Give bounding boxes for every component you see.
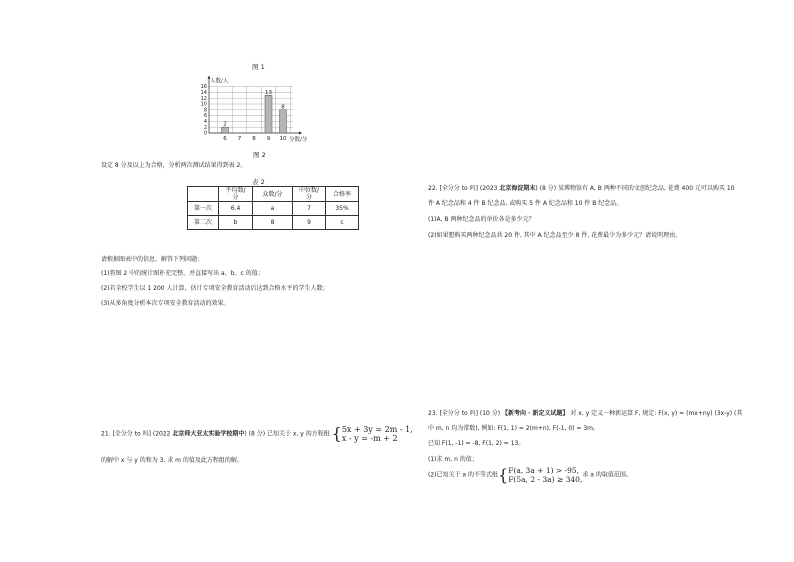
- problem-22-line1: [428, 185, 734, 193]
- y-axis-label: 人数/人: [210, 78, 229, 85]
- problem-22-prefix: 22. [全分分 to 吗] (2023: [428, 185, 500, 192]
- problem-23-line2: 中 m, n 均为常数), 例如: F(1, 1) = 2(m+n), F(-1, 0) = 3m。: [428, 425, 600, 432]
- table-header-cell: [293, 187, 326, 202]
- table2-caption: 表 2: [252, 178, 265, 186]
- bar-chart: [195, 72, 315, 152]
- table-row: [188, 216, 359, 230]
- inequality-1: F(a, 3a + 1) > -95,: [508, 466, 580, 475]
- table-header-cell: [188, 187, 219, 202]
- problem-22-q1: (1)A, B 两种纪念品的单价各是多少元？: [428, 216, 535, 223]
- question-3: (3)从多角度分析本次专项安全教育活动的效果。: [101, 300, 230, 307]
- equation-brace: {: [331, 424, 342, 443]
- inequality-2: F(5a, 2 - 3a) ≥ 340,: [508, 474, 583, 484]
- problem-23-rest: 对 x, y 定义一种新运算 F, 规定: F(x, y) = (mx+ny) (3x-y) (其: [568, 410, 743, 417]
- problem-21-mid: ) (8 分) 已知关于 x, y 的方程组: [244, 430, 330, 438]
- equation-system: [342, 425, 413, 443]
- pass-criteria-text: 设定 8 分及以上为合格，分析两次测试结果得到表 2。: [101, 162, 247, 169]
- table-cell: a: [253, 202, 293, 216]
- table-cell: 7: [293, 202, 326, 216]
- data-label: 8: [281, 104, 285, 111]
- problem-23-prefix: 23. [全分分 to 吗] (10 分): [428, 410, 503, 417]
- table-cell: 9: [293, 216, 326, 230]
- table-header-cell: 合格率: [326, 187, 359, 202]
- y-tick-label: 2: [203, 124, 207, 131]
- problem-23-q2-prefix: (2)已知关于 a 的不等式组: [428, 471, 498, 479]
- y-tick-label: 14: [200, 90, 207, 96]
- x-tick-label: 10: [279, 136, 287, 142]
- y-tick-label: 4: [203, 119, 207, 125]
- table-header-cell: 众数/分: [253, 187, 293, 202]
- problem-21-line1: [101, 425, 413, 443]
- problem-23-tag: 【新考向 · 新定义试题】: [502, 410, 569, 417]
- stats-table: [187, 186, 359, 230]
- inequality-system: [508, 467, 582, 484]
- table-cell: 8: [253, 216, 293, 230]
- problem-21-prefix: 21. [全分分 to 吗] (2022: [101, 430, 173, 438]
- question-1: (1)将图 2 中的统计图补充完整，并直接写出 a、b、c 的值；: [101, 270, 264, 277]
- bar: [280, 110, 287, 133]
- x-tick-label: 6: [223, 136, 227, 142]
- header-median: 中位数/分: [298, 187, 320, 201]
- data-label: 13: [265, 89, 272, 96]
- table-cell: 第一次: [188, 202, 219, 216]
- inequality-brace: {: [498, 465, 509, 485]
- y-tick-label: 8: [203, 107, 207, 114]
- problem-22-q2: (2)如果想购买两种纪念品共 20 件, 其中 A 纪念品至少 8 件, 花费最少为多少元？请说明理由。: [428, 232, 682, 239]
- equation-1: 5x + 3y = 2m - 1,: [341, 425, 413, 434]
- problem-23-line1: [428, 410, 742, 418]
- question-2: (2)若全校学生以 1 200 人计算，估计专项安全教育活动后达到合格水平的学生人数；: [101, 285, 329, 292]
- figure1-caption: 图 1: [252, 63, 265, 71]
- y-tick-label: 16: [200, 84, 207, 91]
- table-cell: c: [326, 216, 359, 230]
- x-axis-label: 分数/分: [289, 137, 308, 143]
- problem-22-line2: 件 A 纪念品和 4 件 B 纪念品, 或购买 5 件 A 纪念品和 10 件 B 纪念品。: [428, 200, 623, 207]
- problem-21-school: 北京师大亚太实验学校期中: [172, 430, 245, 438]
- data-label: 2: [223, 121, 227, 128]
- bar: [222, 127, 229, 133]
- x-tick-label: 9: [266, 136, 271, 142]
- y-tick-label: 12: [200, 95, 207, 102]
- table-cell: b: [219, 216, 253, 230]
- table-cell: 第二次: [188, 216, 219, 230]
- table-header-cell: [219, 187, 253, 202]
- table-cell: 35%: [326, 202, 359, 216]
- table-row: [188, 202, 359, 216]
- figure2-caption: 图 2: [253, 151, 266, 159]
- problem-23-q2-suffix: 求 a 的取值范围。: [582, 471, 632, 479]
- problem-23-q1: (1)求 m, n 的值；: [428, 456, 478, 463]
- problem-22-rest: ) (8 分) 某博物馆有 A, B 两种不同的文创纪念品, 花费 400 元可以购买 10: [535, 185, 735, 192]
- bar: [265, 95, 272, 133]
- x-axis-arrow: [299, 132, 302, 135]
- y-tick-label: 6: [203, 113, 207, 120]
- y-tick-label: 0: [203, 130, 207, 137]
- header-mean: 平均数/分: [225, 187, 246, 201]
- x-tick-label: 8: [252, 136, 256, 142]
- table-cell: 6.4: [219, 202, 253, 216]
- question-intro: 请根据图表中的信息，解答下列问题：: [101, 256, 204, 263]
- equation-2: x - y = -m + 2: [341, 434, 398, 443]
- problem-22-school: 北京海淀期末: [499, 185, 536, 192]
- problem-23-line3: 已知 F(1, -1) = -8, F(1, 2) = 13。: [428, 440, 525, 447]
- problem-23-q2: [428, 467, 632, 484]
- problem-21-line2: 的解中 x 与 y 的和为 3, 求 m 的值及此方程组的解。: [101, 457, 243, 464]
- table-header-row: [188, 187, 359, 202]
- x-tick-label: 7: [237, 136, 242, 142]
- y-tick-label: 10: [200, 101, 207, 108]
